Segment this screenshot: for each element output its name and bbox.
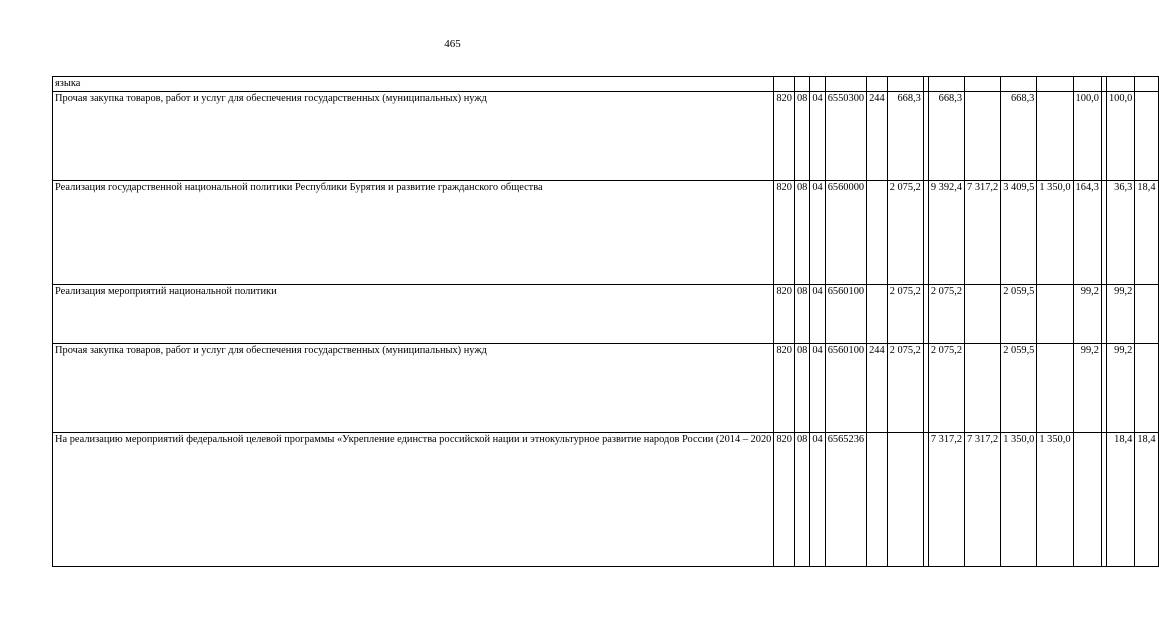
cell-value	[965, 92, 1001, 181]
cell-value: 7 317,2	[965, 181, 1001, 285]
cell-value	[1135, 77, 1158, 92]
cell-value	[1135, 344, 1158, 433]
cell-value: 18,4	[1135, 433, 1158, 567]
cell-expense-type	[867, 433, 888, 567]
cell-subsection: 04	[810, 92, 825, 181]
table-row	[53, 344, 1159, 433]
cell-expense-type	[867, 77, 888, 92]
cell-ministry: 820	[774, 344, 795, 433]
cell-expense-type: 244	[867, 344, 888, 433]
cell-value	[965, 77, 1001, 92]
cell-name: Реализация государственной национальной политики Республики Бурятия и развитие гражданского общества	[53, 181, 774, 285]
table-row	[53, 433, 1159, 567]
cell-subsection	[810, 77, 825, 92]
cell-value	[965, 344, 1001, 433]
cell-ministry: 820	[774, 285, 795, 344]
cell-value: 2 059,5	[1001, 285, 1037, 344]
cell-value	[1037, 77, 1073, 92]
cell-target-article	[825, 77, 866, 92]
cell-target-article: 6560100	[825, 285, 866, 344]
cell-ministry: 820	[774, 433, 795, 567]
cell-value: 1 350,0	[1037, 181, 1073, 285]
cell-value: 2 075,2	[928, 344, 964, 433]
cell-value: 99,2	[1106, 285, 1134, 344]
cell-value: 7 317,2	[965, 433, 1001, 567]
cell-ministry: 820	[774, 181, 795, 285]
cell-value: 2 075,2	[887, 344, 923, 433]
cell-section	[794, 77, 809, 92]
cell-value: 36,3	[1106, 181, 1134, 285]
cell-section: 08	[794, 92, 809, 181]
cell-name: языка	[53, 77, 774, 92]
cell-value: 2 075,2	[887, 181, 923, 285]
cell-value: 3 409,5	[1001, 181, 1037, 285]
cell-ministry: 820	[774, 92, 795, 181]
cell-value	[928, 77, 964, 92]
cell-value: 1 350,0	[1037, 433, 1073, 567]
cell-value: 7 317,2	[928, 433, 964, 567]
budget-table	[52, 76, 1159, 567]
cell-section: 08	[794, 433, 809, 567]
cell-value	[1073, 77, 1101, 92]
cell-value: 18,4	[1106, 433, 1134, 567]
cell-value: 100,0	[1106, 92, 1134, 181]
cell-value	[887, 433, 923, 567]
cell-value: 2 075,2	[928, 285, 964, 344]
cell-value: 100,0	[1073, 92, 1101, 181]
cell-expense-type: 244	[867, 92, 888, 181]
cell-target-article: 6560000	[825, 181, 866, 285]
cell-subsection: 04	[810, 433, 825, 567]
cell-value	[1073, 433, 1101, 567]
cell-value	[1106, 77, 1134, 92]
cell-value: 668,3	[887, 92, 923, 181]
cell-subsection: 04	[810, 344, 825, 433]
cell-value: 2 059,5	[1001, 344, 1037, 433]
cell-value	[887, 77, 923, 92]
cell-value: 164,3	[1073, 181, 1101, 285]
cell-value: 9 392,4	[928, 181, 964, 285]
cell-value	[1135, 285, 1158, 344]
cell-target-article: 6550300	[825, 92, 866, 181]
cell-subsection: 04	[810, 285, 825, 344]
cell-value: 2 075,2	[887, 285, 923, 344]
cell-value: 99,2	[1073, 285, 1101, 344]
page-number: 465	[444, 38, 461, 50]
cell-name: Реализация мероприятий национальной политики	[53, 285, 774, 344]
cell-value: 668,3	[928, 92, 964, 181]
cell-target-article: 6560100	[825, 344, 866, 433]
table-row	[53, 285, 1159, 344]
cell-value	[1135, 92, 1158, 181]
cell-section: 08	[794, 181, 809, 285]
cell-section: 08	[794, 344, 809, 433]
cell-value	[1037, 92, 1073, 181]
cell-name: Прочая закупка товаров, работ и услуг для обеспечения государственных (муниципальных) нужд	[53, 92, 774, 181]
cell-value: 1 350,0	[1001, 433, 1037, 567]
cell-value: 99,2	[1106, 344, 1134, 433]
cell-value: 668,3	[1001, 92, 1037, 181]
cell-expense-type	[867, 285, 888, 344]
cell-value	[1001, 77, 1037, 92]
cell-expense-type	[867, 181, 888, 285]
cell-value	[1037, 344, 1073, 433]
cell-target-article: 6565236	[825, 433, 866, 567]
table-row	[53, 92, 1159, 181]
cell-value	[1037, 285, 1073, 344]
cell-value: 18,4	[1135, 181, 1158, 285]
cell-subsection: 04	[810, 181, 825, 285]
cell-name: Прочая закупка товаров, работ и услуг для обеспечения государственных (муниципальных) нужд	[53, 344, 774, 433]
cell-value	[965, 285, 1001, 344]
cell-name: На реализацию мероприятий федеральной целевой программы «Укрепление единства российской нации и этнокультурное развитие народов России (2014 – 2020	[53, 433, 774, 567]
table-row	[53, 77, 1159, 92]
cell-value: 99,2	[1073, 344, 1101, 433]
table-row	[53, 181, 1159, 285]
cell-ministry	[774, 77, 795, 92]
cell-section: 08	[794, 285, 809, 344]
